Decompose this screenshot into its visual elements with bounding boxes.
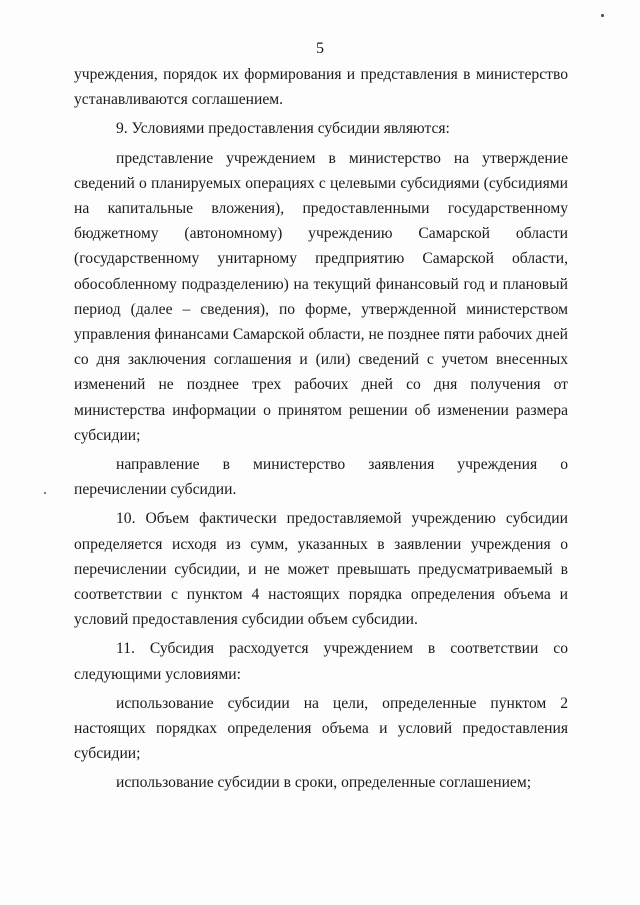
paragraph-item-9: 9. Условиями предоставления субсидии являются: (116, 120, 450, 138)
page-number: 5 (316, 40, 324, 57)
paragraph-condition-purpose: использование субсидии на цели, определенные пунктом 2 настоящих порядках определения объема и условий предоставления субсидии; (74, 694, 568, 763)
document-body (74, 62, 568, 800)
paragraph-condition-deadline: использование субсидии в сроки, определенные соглашением; (116, 774, 532, 792)
paragraph-continuation: учреждения, порядок их формирования и представления в министерство устанавливаются соглашением. (74, 66, 568, 109)
paragraph-condition-application: направление в министерство заявления учреждения о перечислении субсидии. (74, 456, 568, 499)
paragraph-item-11: 11. Субсидия расходуется учреждением в соответствии со следующими условиями: (74, 640, 568, 683)
scan-mark-top-right (601, 14, 604, 17)
paragraph-item-10: 10. Объем фактически предоставляемой учреждению субсидии определяется исходя из сумм, указанных в заявлении учреждения о перечислении субсидии, и не может превышать предусматриваемый в соответствии с пунктом 4 настоящих порядка определения объема и условий предоставления субсидии объем субсидии. (74, 510, 568, 629)
scan-mark-left (44, 492, 46, 494)
paragraph-condition-information: представление учреждением в министерство на утверждение сведений о планируемых операциях с целевыми субсидиями (субсидиями на капитальные вложения), предоставленными государственному бюджетному (автономному) учреждению Самарской области (государственному унитарному предприятию Самарской области, обособленному подразделению) на текущий финансовый год и плановый период (далее – сведения), по форме, утвержденной министерством управления финансами Самарской области, не позднее пяти рабочих дней со дня заключения соглашения и (или) сведений с учетом внесенных изменений не позднее трех рабочих дней со дня получения от министерства информации о принятом решении об изменении размера субсидии; (74, 149, 568, 444)
